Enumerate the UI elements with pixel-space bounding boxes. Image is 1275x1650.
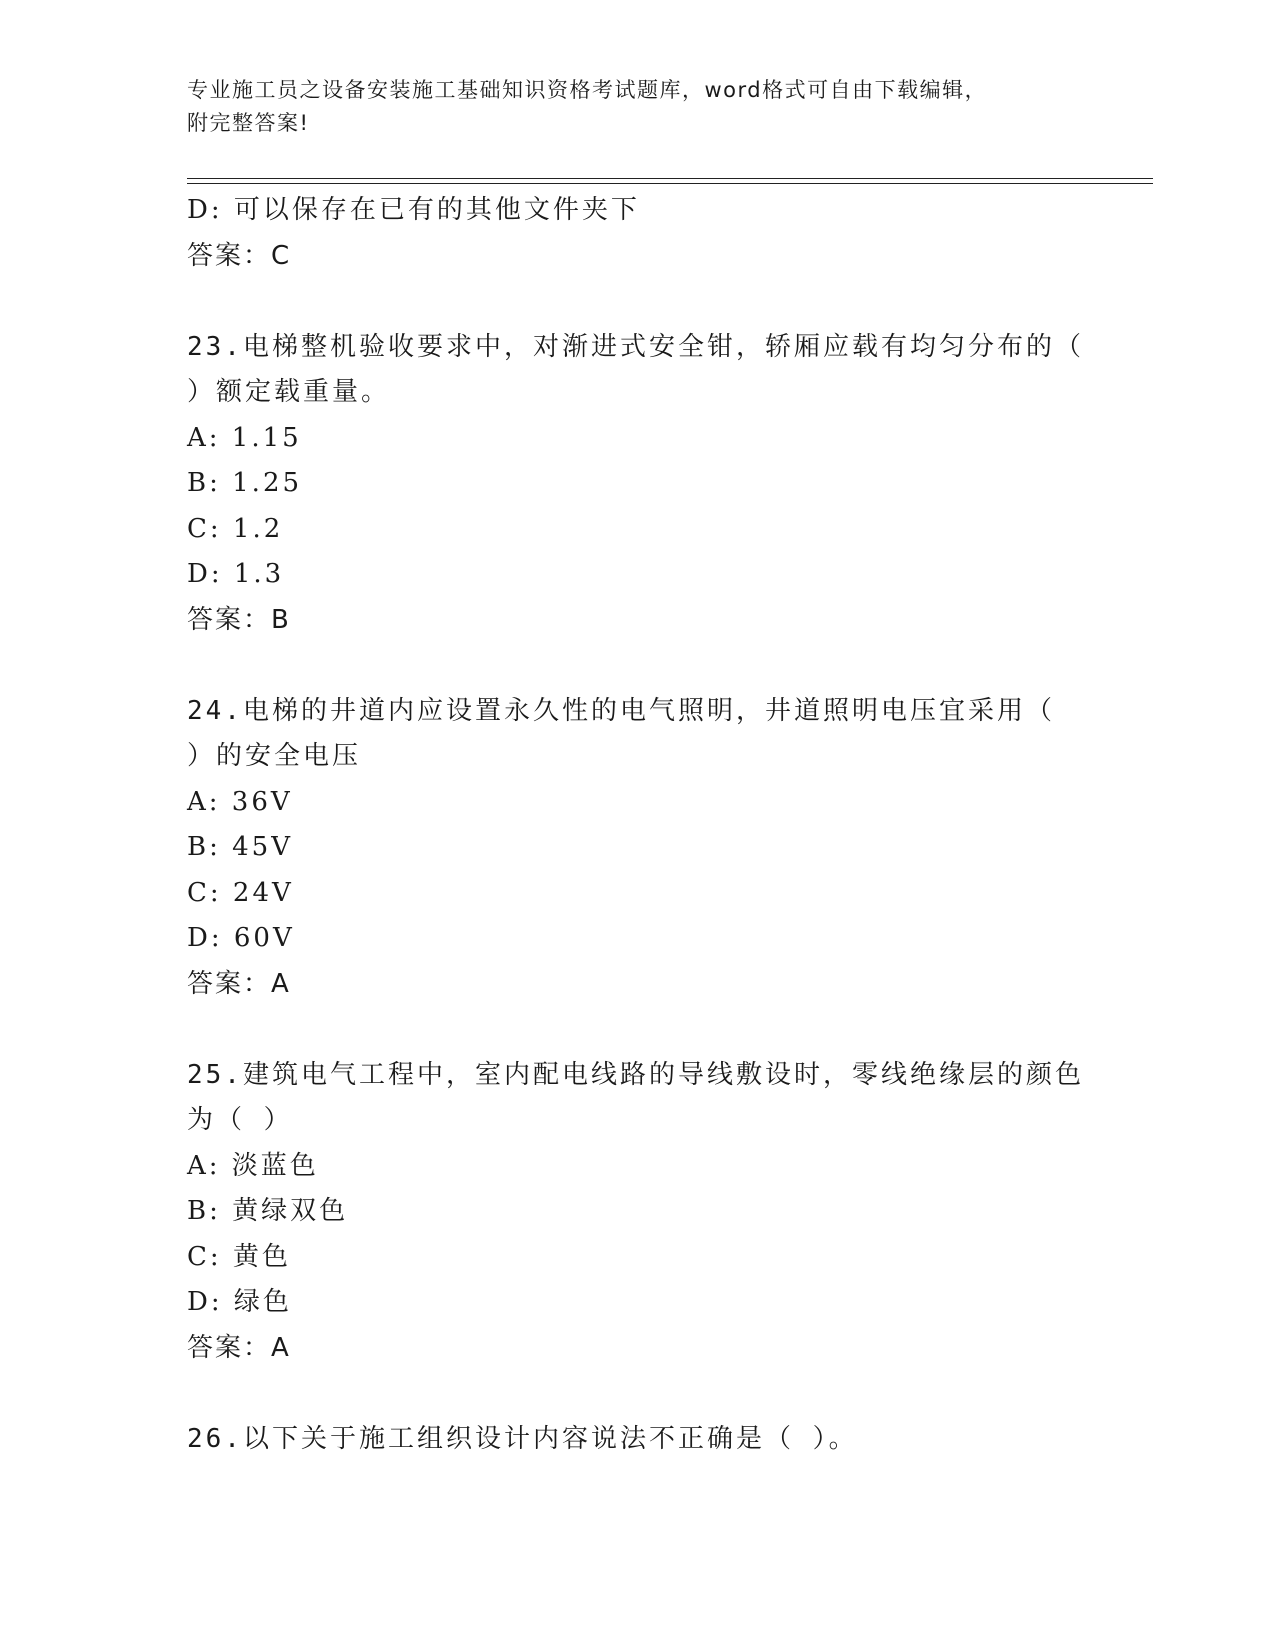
question-25 bbox=[187, 1053, 1087, 1372]
header-line-1: 专业施工员之设备安装施工基础知识资格考试题库，word格式可自由下载编辑， bbox=[187, 78, 988, 102]
question-23 bbox=[187, 325, 1087, 644]
option-b: B: 黄绿双色 bbox=[187, 1196, 349, 1226]
question-stem: 26.以下关于施工组织设计内容说法不正确是（ ）。 bbox=[187, 1423, 858, 1454]
option-b: B: 45V bbox=[187, 832, 293, 862]
option-d: D: 可以保存在已有的其他文件夹下 bbox=[187, 195, 640, 225]
question-stem: 25.建筑电气工程中，室内配电线路的导线敷设时，零线绝缘层的颜色 bbox=[187, 1059, 1084, 1090]
answer-line: 答案：A bbox=[187, 968, 291, 999]
header-divider-bottom bbox=[187, 183, 1153, 184]
option-d: D: 60V bbox=[187, 923, 295, 953]
option-c: C: 24V bbox=[187, 877, 294, 908]
question-24 bbox=[187, 689, 1087, 1008]
option-d: D: 绿色 bbox=[187, 1287, 292, 1317]
option-a: A: 36V bbox=[187, 786, 293, 817]
header-divider-top bbox=[187, 178, 1153, 179]
option-d: D: 1.3 bbox=[187, 559, 285, 589]
question-stem: 24.电梯的井道内应设置永久性的电气照明，井道照明电压宜采用（ bbox=[187, 695, 1055, 726]
option-c: C: 1.2 bbox=[187, 513, 284, 544]
question-list bbox=[187, 188, 1087, 1462]
header-line-2: 附完整答案! bbox=[187, 111, 310, 135]
question-stem-continued: ）额定载重量。 bbox=[187, 377, 391, 407]
option-a: A: 淡蓝色 bbox=[187, 1150, 319, 1181]
option-b: B: 1.25 bbox=[187, 468, 303, 498]
option-c: C: 黄色 bbox=[187, 1241, 291, 1272]
question-26 bbox=[187, 1417, 1087, 1463]
question-stem-continued: 为（ ） bbox=[187, 1105, 293, 1135]
answer-line: 答案：B bbox=[187, 604, 291, 635]
question-stem-continued: ）的安全电压 bbox=[187, 741, 362, 771]
answer-line: 答案：C bbox=[187, 240, 292, 271]
option-a: A: 1.15 bbox=[187, 422, 302, 453]
answer-line: 答案：A bbox=[187, 1332, 291, 1363]
question-stem: 23.电梯整机验收要求中，对渐进式安全钳，轿厢应载有均匀分布的（ bbox=[187, 331, 1084, 362]
document-header bbox=[187, 74, 1087, 140]
